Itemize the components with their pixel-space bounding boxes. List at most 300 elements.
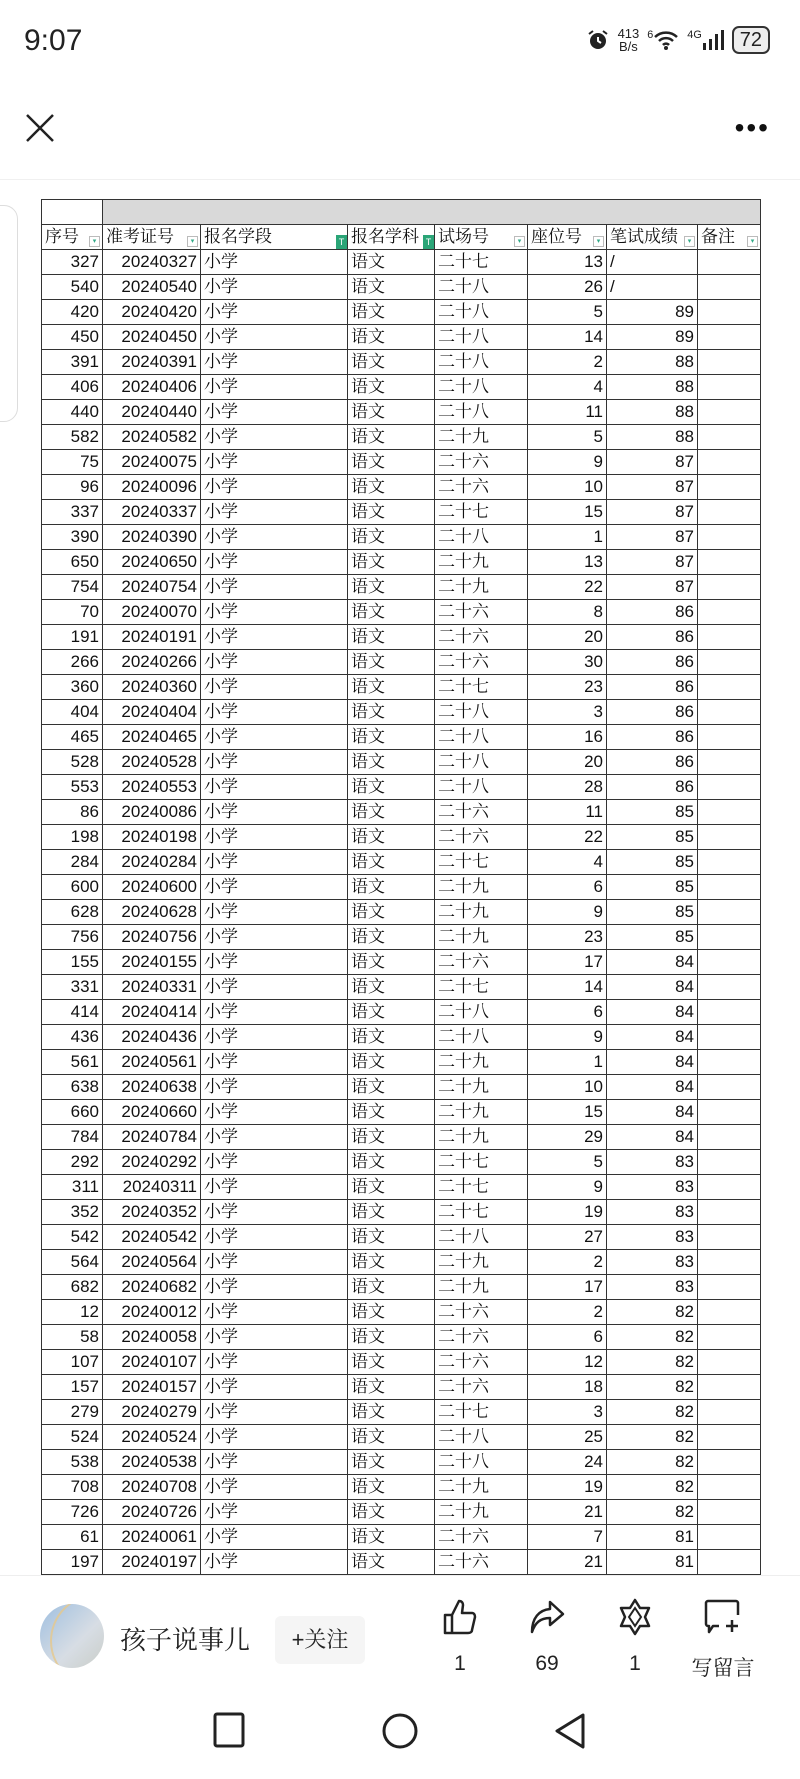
table-cell: 1 [528,1050,607,1075]
table-cell: 20240660 [103,1100,201,1125]
table-cell: 20240553 [103,775,201,800]
table-cell: 20240436 [103,1025,201,1050]
table-cell: 12 [42,1300,103,1325]
table-cell [698,275,761,300]
table-cell: 13 [528,550,607,575]
table-cell: 二十九 [435,1125,528,1150]
table-cell: 20240360 [103,675,201,700]
table-cell: 266 [42,650,103,675]
table-cell [698,925,761,950]
table-cell [698,675,761,700]
table-cell: 15 [528,1100,607,1125]
table-cell: 3 [528,700,607,725]
filter-dropdown-icon[interactable]: ▾ [593,236,604,247]
table-cell: 88 [607,425,698,450]
table-cell: 20240279 [103,1400,201,1425]
table-cell: 语文 [348,625,435,650]
table-cell: 20240390 [103,525,201,550]
table-cell: 二十九 [435,1275,528,1300]
table-cell: 二十八 [435,300,528,325]
table-cell: 语文 [348,550,435,575]
filter-active-icon[interactable]: T [336,235,347,249]
table-cell: 二十七 [435,975,528,1000]
table-cell: 小学 [201,1075,348,1100]
table-cell [698,375,761,400]
table-cell: 小学 [201,1275,348,1300]
column-header[interactable] [698,225,761,250]
table-cell: 二十六 [435,1375,528,1400]
table-cell: 语文 [348,1475,435,1500]
table-cell: 18 [528,1375,607,1400]
table-row [42,1450,761,1475]
table-row [42,725,761,750]
column-header[interactable] [607,225,698,250]
column-header-label: 准考证号 [106,227,174,246]
table-cell: 19 [528,1475,607,1500]
nav-back-button[interactable] [553,1712,587,1755]
table-cell [698,1550,761,1575]
table-cell: 二十七 [435,850,528,875]
table-cell: 465 [42,725,103,750]
table-row [42,550,761,575]
table-cell: 87 [607,525,698,550]
table-cell [698,1100,761,1125]
table-cell: 390 [42,525,103,550]
table-cell: 682 [42,1275,103,1300]
table-row [42,1000,761,1025]
table-cell: 327 [42,250,103,275]
table-cell: 二十八 [435,1000,528,1025]
table-cell: 87 [607,550,698,575]
table-cell [698,975,761,1000]
table-cell: 20240070 [103,600,201,625]
table-cell: 87 [607,475,698,500]
table-cell: 84 [607,950,698,975]
side-card-edge [0,205,18,422]
table-cell: 20240726 [103,1500,201,1525]
table-cell: 27 [528,1225,607,1250]
table-cell: 语文 [348,700,435,725]
table-cell: 小学 [201,575,348,600]
table-row [42,1400,761,1425]
filter-dropdown-icon[interactable]: ▾ [187,236,198,247]
table-cell: 20240754 [103,575,201,600]
table-cell: 语文 [348,1100,435,1125]
nav-home-button[interactable] [381,1712,419,1755]
table-cell: 20240012 [103,1300,201,1325]
table-cell: 23 [528,675,607,700]
table-row [42,475,761,500]
table-cell [698,425,761,450]
table-cell: 二十六 [435,1350,528,1375]
table-cell: 20240540 [103,275,201,300]
table-row [42,850,761,875]
table-cell: 小学 [201,350,348,375]
table-cell: 语文 [348,725,435,750]
table-cell: 22 [528,575,607,600]
table-row [42,275,761,300]
table-cell: 语文 [348,400,435,425]
table-cell: 二十八 [435,325,528,350]
table-cell: 83 [607,1200,698,1225]
table-cell [698,1300,761,1325]
table-cell: 198 [42,825,103,850]
table-row [42,400,761,425]
table-cell [698,700,761,725]
table-cell [698,1375,761,1400]
table-cell: 538 [42,1450,103,1475]
filter-dropdown-icon[interactable]: ▾ [514,236,525,247]
table-cell: 8 [528,600,607,625]
table-cell: 81 [607,1550,698,1575]
table-cell: 小学 [201,875,348,900]
table-cell: 小学 [201,1375,348,1400]
table-cell [698,1150,761,1175]
table-cell: 88 [607,400,698,425]
table-cell: 86 [607,700,698,725]
table-cell: 524 [42,1425,103,1450]
table-cell: 20240538 [103,1450,201,1475]
table-row [42,1475,761,1500]
table-cell: 352 [42,1200,103,1225]
table-cell: 20240331 [103,975,201,1000]
table-cell: 85 [607,825,698,850]
table-cell [698,475,761,500]
table-cell: 24 [528,1450,607,1475]
table-cell: 20240638 [103,1075,201,1100]
table-cell: 436 [42,1025,103,1050]
table-cell: 语文 [348,1075,435,1100]
table-row [42,625,761,650]
comment-add-icon [703,1598,743,1636]
table-cell [698,625,761,650]
table-cell: 语文 [348,575,435,600]
table-cell [698,1325,761,1350]
close-icon [24,112,56,144]
table-cell: 20240061 [103,1525,201,1550]
column-header-label: 试场号 [438,227,489,246]
table-cell: 语文 [348,1525,435,1550]
sheet-top-bar [42,200,761,225]
table-cell: 二十八 [435,400,528,425]
table-cell: 小学 [201,825,348,850]
table-cell: 10 [528,1075,607,1100]
table-cell: 360 [42,675,103,700]
table-cell: 二十六 [435,1325,528,1350]
table-cell: 小学 [201,400,348,425]
table-cell: 82 [607,1425,698,1450]
table-cell: 70 [42,600,103,625]
table-cell [698,550,761,575]
table-cell: 二十九 [435,1250,528,1275]
table-cell: 7 [528,1525,607,1550]
table-cell: 84 [607,1100,698,1125]
table-cell: 二十七 [435,675,528,700]
table-cell: 二十九 [435,1075,528,1100]
table-cell: 279 [42,1400,103,1425]
table-cell: 二十八 [435,375,528,400]
table-cell: 2 [528,350,607,375]
avatar[interactable] [40,1604,104,1668]
table-cell: 小学 [201,1025,348,1050]
table-cell [698,400,761,425]
table-cell: 语文 [348,875,435,900]
table-cell: 小学 [201,650,348,675]
table-cell: 83 [607,1225,698,1250]
table-cell: 20240528 [103,750,201,775]
table-cell: 二十六 [435,1550,528,1575]
table-cell: 84 [607,975,698,1000]
table-cell: 9 [528,1025,607,1050]
table-cell: 20240391 [103,350,201,375]
table-cell: 二十八 [435,1025,528,1050]
table-cell: / [607,275,698,300]
table-cell: 小学 [201,675,348,700]
table-cell: 88 [607,375,698,400]
table-cell: 20240404 [103,700,201,725]
table-row [42,1075,761,1100]
filter-dropdown-icon[interactable]: ▾ [684,236,695,247]
table-cell: 20240058 [103,1325,201,1350]
table-cell: 86 [607,625,698,650]
table-cell: 小学 [201,550,348,575]
table-cell: 85 [607,900,698,925]
table-cell: 84 [607,1000,698,1025]
table-cell: 20240086 [103,800,201,825]
table-row [42,250,761,275]
filter-dropdown-icon[interactable]: ▾ [747,236,758,247]
table-cell: 6 [528,1325,607,1350]
table-cell: 小学 [201,700,348,725]
filter-dropdown-icon[interactable]: ▾ [89,236,100,247]
table-cell: 二十六 [435,950,528,975]
table-cell: 756 [42,925,103,950]
table-cell: 语文 [348,1500,435,1525]
share-count: 69 [535,1652,559,1675]
table-cell: 83 [607,1275,698,1300]
table-cell: 85 [607,925,698,950]
table-header [42,225,761,250]
table-cell: 6 [528,1000,607,1025]
table-cell: 二十九 [435,1100,528,1125]
table-row [42,1225,761,1250]
table-cell: 小学 [201,275,348,300]
table-cell: 语文 [348,1175,435,1200]
table-cell: 311 [42,1175,103,1200]
table-row [42,575,761,600]
table-cell [698,1250,761,1275]
table-cell: 440 [42,400,103,425]
close-button[interactable] [24,112,56,144]
column-header[interactable] [42,225,103,250]
table-cell: 语文 [348,775,435,800]
table-cell: 小学 [201,725,348,750]
column-header[interactable] [348,225,435,250]
table-cell: 83 [607,1175,698,1200]
table-cell: 语文 [348,1200,435,1225]
table-cell: 414 [42,1000,103,1025]
table-cell: 754 [42,575,103,600]
table-cell [698,900,761,925]
table-cell: 85 [607,875,698,900]
table-row [42,800,761,825]
table-cell: 2 [528,1300,607,1325]
table-cell: 86 [607,675,698,700]
table-cell: 小学 [201,325,348,350]
table-cell [698,1050,761,1075]
like-button[interactable] [420,1598,500,1676]
table-cell: 语文 [348,1025,435,1050]
table-cell: 语文 [348,600,435,625]
table-cell: 82 [607,1400,698,1425]
table-cell: 85 [607,800,698,825]
table-cell: 小学 [201,300,348,325]
follow-button[interactable]: +关注 [275,1616,365,1664]
table-cell: 75 [42,450,103,475]
table-cell [698,1000,761,1025]
table-cell: 语文 [348,1375,435,1400]
table-cell: 86 [607,725,698,750]
star-icon [616,1598,654,1636]
score-table [41,199,761,1575]
table-row [42,1325,761,1350]
table-cell: 20240465 [103,725,201,750]
table-cell: 语文 [348,350,435,375]
author-name[interactable]: 孩子说事儿 [120,1625,251,1655]
table-cell: 82 [607,1475,698,1500]
share-button[interactable] [507,1598,587,1676]
table-cell: 二十七 [435,500,528,525]
table-cell: 26 [528,275,607,300]
column-header-label: 报名学科 [351,227,419,246]
table-cell: 20240327 [103,250,201,275]
table-cell: 二十七 [435,1200,528,1225]
share-icon [528,1598,566,1636]
table-cell: 16 [528,725,607,750]
table-cell: 650 [42,550,103,575]
table-cell: 14 [528,975,607,1000]
table-cell [698,1350,761,1375]
table-cell: 小学 [201,250,348,275]
write-comment-button[interactable] [683,1598,763,1682]
table-cell: 语文 [348,1550,435,1575]
column-header[interactable] [528,225,607,250]
table-cell [698,1225,761,1250]
table-cell: 9 [528,900,607,925]
table-cell: 二十七 [435,250,528,275]
table-cell: 语文 [348,1125,435,1150]
table-cell: 语文 [348,850,435,875]
table-cell: 语文 [348,1000,435,1025]
table-cell: 29 [528,1125,607,1150]
table-row [42,1125,761,1150]
table-cell: 21 [528,1500,607,1525]
nav-recents-button[interactable] [213,1712,245,1753]
table-cell: 10 [528,475,607,500]
table-cell: 二十八 [435,1225,528,1250]
table-cell: 二十九 [435,1475,528,1500]
like-count: 1 [454,1652,466,1675]
column-header-label: 座位号 [531,227,582,246]
wow-count: 1 [629,1652,641,1675]
filter-active-icon[interactable]: T [423,235,434,249]
table-row [42,300,761,325]
write-comment-label: 写留言 [691,1657,755,1680]
table-cell: 二十八 [435,750,528,775]
table-cell: 86 [607,650,698,675]
table-cell: 二十九 [435,550,528,575]
cell-signal-icon: 4G [687,29,723,51]
table-row [42,500,761,525]
table-cell: 小学 [201,1475,348,1500]
table-cell: 20240311 [103,1175,201,1200]
table-cell: 20240561 [103,1050,201,1075]
table-cell: 语文 [348,525,435,550]
table-cell: 语文 [348,300,435,325]
table-cell: 语文 [348,1050,435,1075]
table-cell: 582 [42,425,103,450]
table-cell: 二十八 [435,700,528,725]
table-cell: 小学 [201,600,348,625]
table-cell: 二十七 [435,1150,528,1175]
table-cell: 197 [42,1550,103,1575]
table-cell: 语文 [348,1150,435,1175]
table-cell: 1 [528,525,607,550]
column-header[interactable] [435,225,528,250]
table-cell: 小学 [201,1325,348,1350]
table-cell: 82 [607,1350,698,1375]
table-cell: 420 [42,300,103,325]
table-cell [698,800,761,825]
table-cell: 语文 [348,1225,435,1250]
table-cell: 292 [42,1150,103,1175]
more-options-button[interactable]: ••• [734,112,770,143]
table-cell: 82 [607,1325,698,1350]
table-cell [698,950,761,975]
table-cell: 20240628 [103,900,201,925]
table-cell: 小学 [201,800,348,825]
table-cell [698,825,761,850]
table-cell: 406 [42,375,103,400]
table-cell: 86 [607,750,698,775]
table-cell: 小学 [201,950,348,975]
table-cell: 二十六 [435,1300,528,1325]
table-cell: 553 [42,775,103,800]
table-cell: 小学 [201,1425,348,1450]
table-cell: 20240197 [103,1550,201,1575]
table-cell: 20 [528,625,607,650]
wow-button[interactable] [595,1598,675,1676]
table-cell: 小学 [201,750,348,775]
column-header[interactable] [103,225,201,250]
table-row [42,650,761,675]
table-cell: 11 [528,400,607,425]
table-cell [698,575,761,600]
table-cell [698,1175,761,1200]
table-cell: 二十九 [435,575,528,600]
status-time: 9:07 [24,24,83,57]
table-cell: 82 [607,1500,698,1525]
table-row [42,375,761,400]
table-cell: 9 [528,1175,607,1200]
table-cell [698,450,761,475]
table-cell: 二十九 [435,925,528,950]
table-cell: 小学 [201,500,348,525]
table-cell: 20 [528,750,607,775]
table-row [42,1150,761,1175]
column-header[interactable] [201,225,348,250]
table-cell: 小学 [201,1150,348,1175]
